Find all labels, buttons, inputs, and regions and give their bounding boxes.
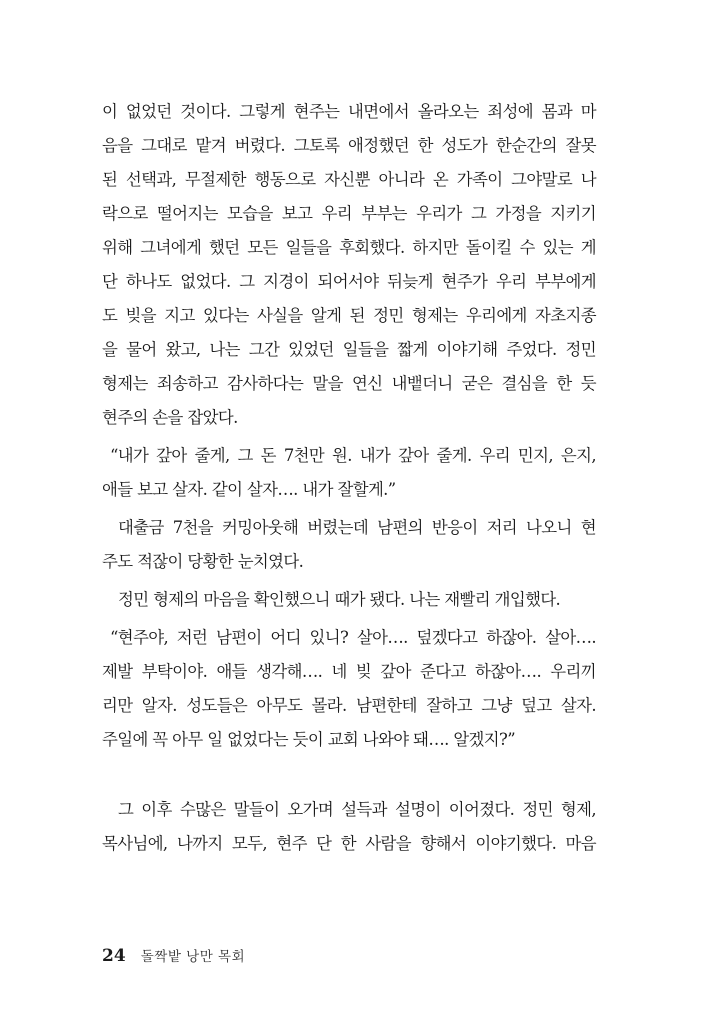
text-line: 된 선택과, 무절제한 행동으로 자신뿐 아니라 온 가족이 그야말로 나 xyxy=(102,170,596,189)
text-line: 을 물어 왔고, 나는 그간 있었던 일들을 짧게 이야기해 주었다. 정민 xyxy=(102,340,596,359)
dialogue-line: 리만 알자. 성도들은 아무도 몰라. 남편한테 잘하고 그냥 덮고 살자. xyxy=(102,696,596,715)
dialogue-line: “내가 갚아 줄게, 그 돈 7천만 원. 내가 갚아 줄게. 우리 민지, 은지, xyxy=(110,446,596,465)
text-line: 정민 형제의 마음을 확인했으니 때가 됐다. 나는 재빨리 개입했다. xyxy=(118,590,561,609)
dialogue-line: 제발 부탁이야. 애들 생각해…. 네 빚 갚아 준다고 하잖아…. 우리끼 xyxy=(102,662,596,681)
text-line: 락으로 떨어지는 모습을 보고 우리 부부는 우리가 그 가정을 지키기 xyxy=(102,204,596,223)
text-line: 위해 그녀에게 했던 모든 일들을 후회했다. 하지만 돌이킬 수 있는 게 xyxy=(102,238,596,257)
text-line: 현주의 손을 잡았다. xyxy=(102,408,238,427)
page-footer xyxy=(102,944,245,968)
text-line: 음을 그대로 맡겨 버렸다. 그토록 애정했던 한 성도가 한순간의 잘못 xyxy=(102,136,596,155)
text-line: 단 하나도 없었다. 그 지경이 되어서야 뒤늦게 현주가 우리 부부에게 xyxy=(102,272,596,291)
text-line: 도 빚을 지고 있다는 사실을 알게 된 정민 형제는 우리에게 자초지종 xyxy=(102,306,596,325)
running-title: 돌짝밭 낭만 목회 xyxy=(140,949,246,965)
text-line: 목사님에, 나까지 모두, 현주 단 한 사람을 향해서 이야기했다. 마음 xyxy=(102,834,596,853)
dialogue-line: 주일에 꼭 아무 일 없었다는 듯이 교회 나와야 돼…. 알겠지?” xyxy=(102,730,515,749)
text-line: 주도 적잖이 당황한 눈치였다. xyxy=(102,552,304,571)
page-number: 24 xyxy=(102,946,126,966)
text-line: 대출금 7천을 커밍아웃해 버렸는데 남편의 반응이 저리 나오니 현 xyxy=(118,518,596,537)
text-line: 그 이후 수많은 말들이 오가며 설득과 설명이 이어졌다. 정민 형제, xyxy=(118,800,596,819)
text-line: 형제는 죄송하고 감사하다는 말을 연신 내뱉더니 굳은 결심을 한 듯 xyxy=(102,374,596,393)
dialogue-line: “현주야, 저런 남편이 어디 있니? 살아…. 덮겠다고 하잖아. 살아…. xyxy=(110,628,596,647)
dialogue-line: 애들 보고 살자. 같이 살자…. 내가 잘할게.” xyxy=(102,480,396,499)
text-line: 이 없었던 것이다. 그렇게 현주는 내면에서 올라오는 죄성에 몸과 마 xyxy=(102,102,596,121)
